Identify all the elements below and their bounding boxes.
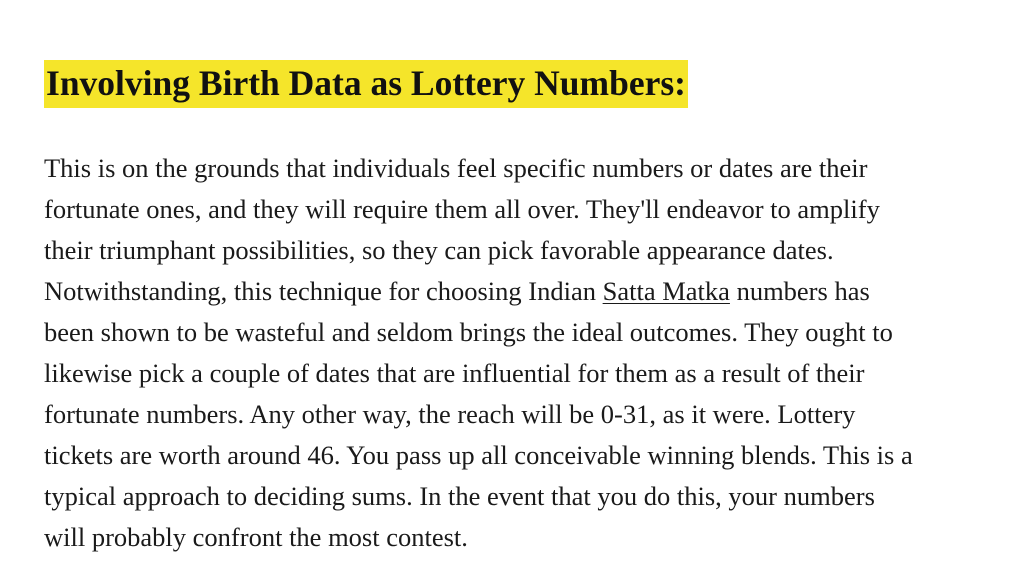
paragraph-line: This is on the grounds that individuals feel specific numbers or dates are their	[44, 153, 868, 183]
paragraph-line: likewise pick a couple of dates that are influential for them as a result of their	[44, 358, 865, 388]
paragraph-text: Notwithstanding, this technique for choosing Indian	[44, 276, 603, 306]
satta-matka-link[interactable]: Satta Matka	[602, 276, 730, 306]
paragraph-line-with-link	[44, 271, 974, 312]
paragraph-line: their triumphant possibilities, so they can pick favorable appearance dates.	[44, 235, 834, 265]
paragraph-line: been shown to be wasteful and seldom brings the ideal outcomes. They ought to	[44, 317, 893, 347]
paragraph-line: fortunate ones, and they will require them all over. They'll endeavor to amplify	[44, 194, 880, 224]
body-paragraph	[44, 148, 974, 558]
slide-heading: Involving Birth Data as Lottery Numbers:	[44, 60, 688, 108]
paragraph-text: numbers has	[729, 276, 870, 306]
paragraph-line: tickets are worth around 46. You pass up all conceivable winning blends. This is a	[44, 440, 913, 470]
paragraph-line: will probably confront the most contest.	[44, 522, 468, 552]
heading-container	[44, 60, 688, 108]
paragraph-line: fortunate numbers. Any other way, the reach will be 0-31, as it were. Lottery	[44, 399, 856, 429]
paragraph-line: typical approach to deciding sums. In the event that you do this, your numbers	[44, 481, 875, 511]
